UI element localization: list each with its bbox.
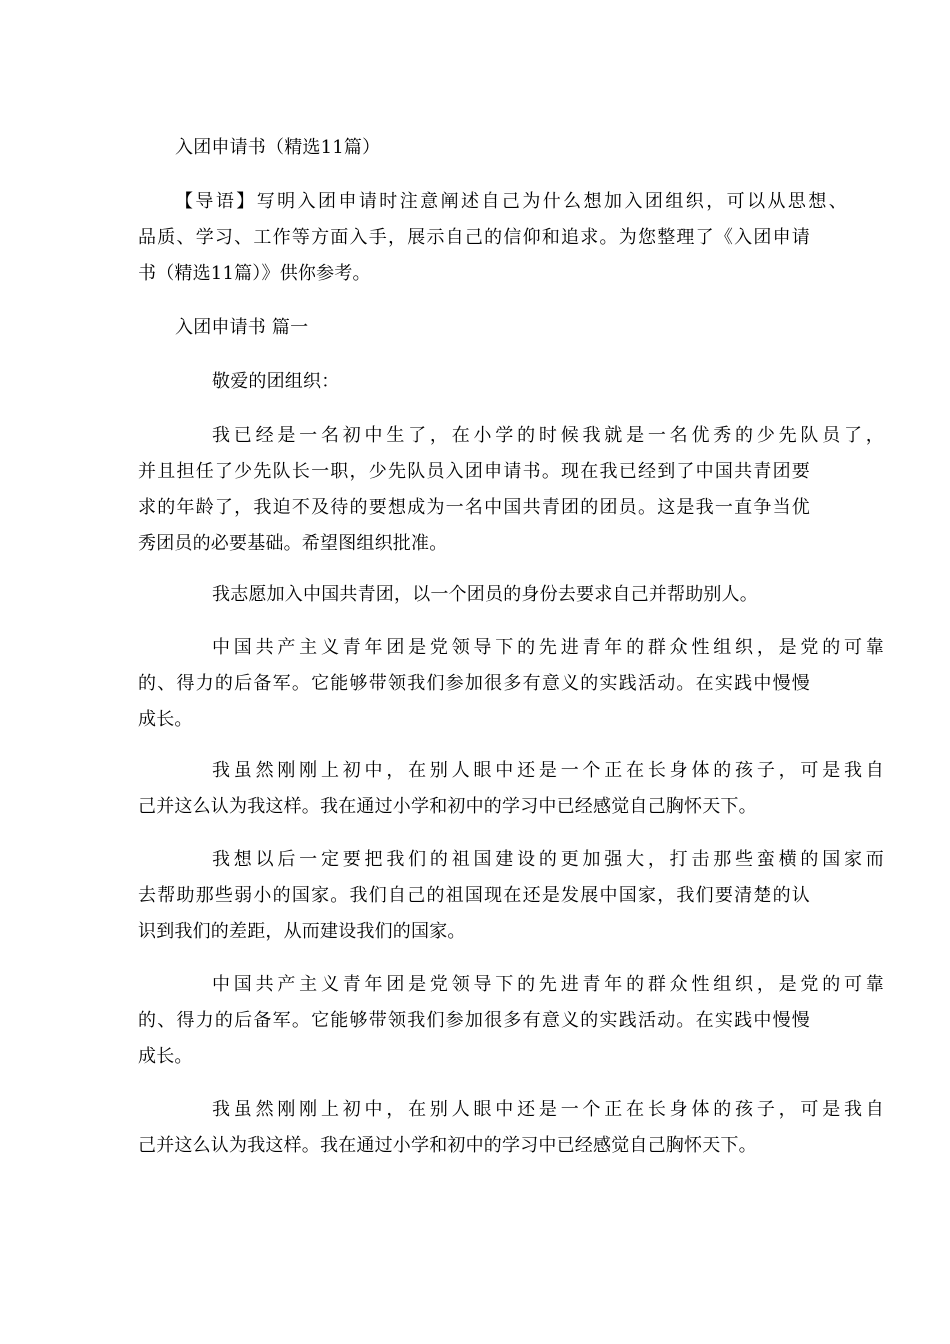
paragraph-line: 并且担任了少先队长一职，少先队员入团申请书。现在我已经到了中国共青团要 — [138, 461, 810, 482]
intro-line: 【导语】写明入团申请时注意阐述自己为什么想加入团组织，可以从思想、 — [175, 191, 847, 212]
paragraph-line: 成长。 — [138, 709, 193, 730]
intro-line: 书（精选11篇）》供你参考。 — [138, 263, 371, 284]
paragraph-line: 我想以后一定要把我们的祖国建设的更加强大，打击那些蛮横的国家而 — [212, 849, 884, 870]
intro-line: 品质、学习、工作等方面入手，展示自己的信仰和追求。为您整理了《入团申请 — [138, 227, 810, 248]
salutation: 敬爱的团组织： — [212, 371, 340, 392]
paragraph-line: 秀团员的必要基础。希望图组织批准。 — [138, 533, 448, 554]
paragraph-line: 己并这么认为我这样。我在通过小学和初中的学习中已经感觉自己胸怀天下。 — [138, 796, 757, 817]
paragraph-line: 我虽然刚刚上初中，在别人眼中还是一个正在长身体的孩子，可是我自 — [212, 1099, 884, 1120]
paragraph-line: 我已经是一名初中生了，在小学的时候我就是一名优秀的少先队员了， — [212, 425, 884, 446]
section-heading: 入团申请书 篇一 — [175, 317, 309, 338]
document-title: 入团申请书（精选11篇） — [175, 137, 381, 158]
paragraph-line: 识到我们的差距，从而建设我们的国家。 — [138, 921, 466, 942]
paragraph-line: 的、得力的后备军。它能够带领我们参加很多有意义的实践活动。在实践中慢慢 — [138, 1010, 810, 1031]
paragraph-line: 中国共产主义青年团是党领导下的先进青年的群众性组织，是党的可靠 — [212, 637, 884, 658]
paragraph-line: 的、得力的后备军。它能够带领我们参加很多有意义的实践活动。在实践中慢慢 — [138, 673, 810, 694]
paragraph-line: 我志愿加入中国共青团，以一个团员的身份去要求自己并帮助别人。 — [212, 584, 758, 605]
paragraph-line: 我虽然刚刚上初中，在别人眼中还是一个正在长身体的孩子，可是我自 — [212, 760, 884, 781]
paragraph-line: 中国共产主义青年团是党领导下的先进青年的群众性组织，是党的可靠 — [212, 974, 884, 995]
paragraph-line: 去帮助那些弱小的国家。我们自己的祖国现在还是发展中国家，我们要清楚的认 — [138, 885, 810, 906]
paragraph-line: 求的年龄了，我迫不及待的要想成为一名中国共青团的团员。这是我一直争当优 — [138, 497, 810, 518]
paragraph-line: 成长。 — [138, 1046, 193, 1067]
paragraph-line: 己并这么认为我这样。我在通过小学和初中的学习中已经感觉自己胸怀天下。 — [138, 1135, 757, 1156]
